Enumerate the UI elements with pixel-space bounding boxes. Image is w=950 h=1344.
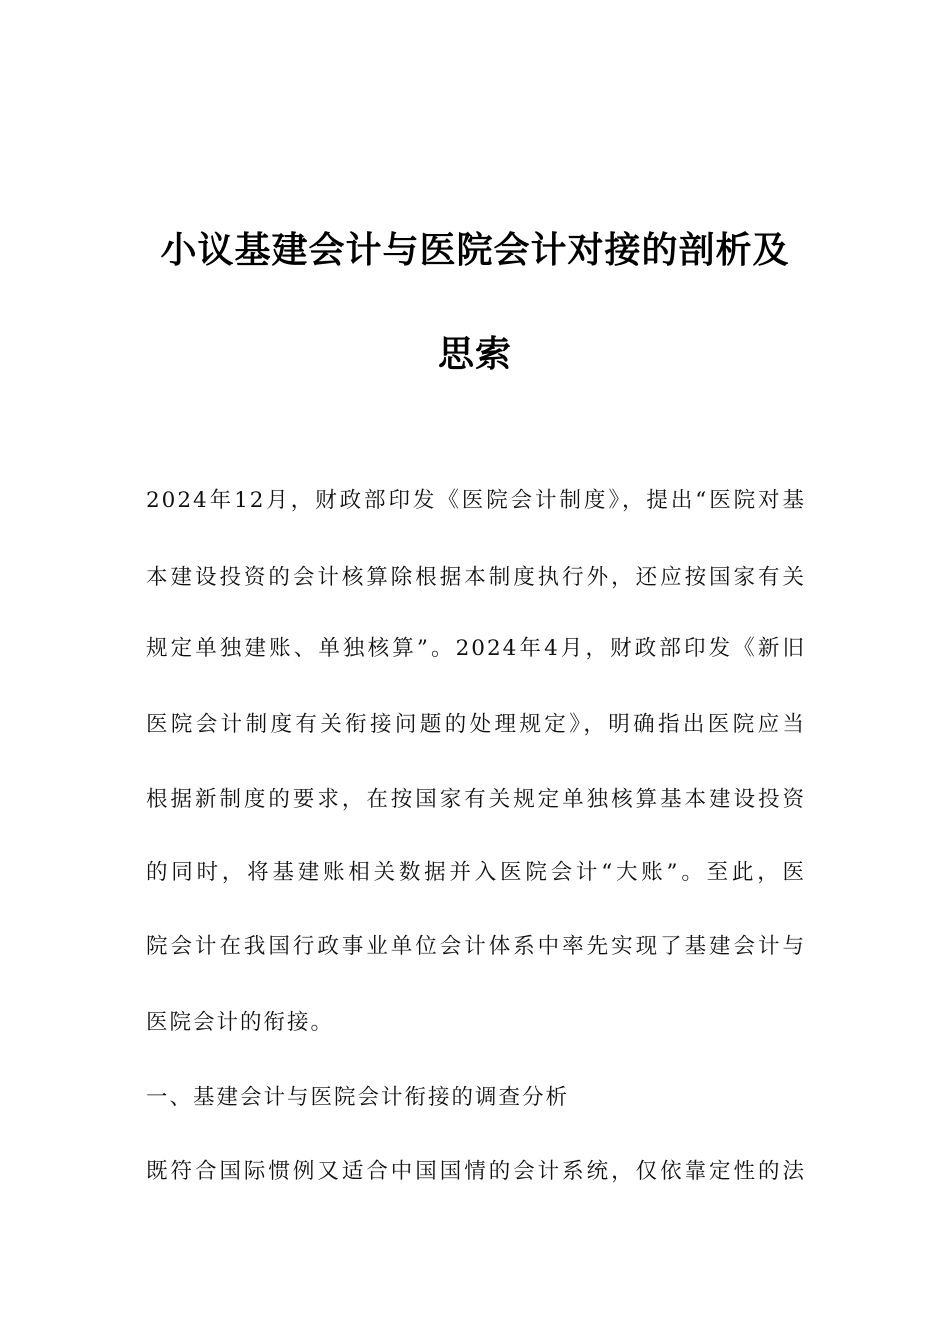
paragraph-line-7: 院会计在我国行政事业单位会计体系中率先实现了基建会计与: [146, 934, 806, 959]
document-title-line-2: 思索: [437, 334, 512, 375]
paragraph-line-6: 的同时，将基建账相关数据并入医院会计“大账”。至此，医: [146, 860, 806, 885]
paragraph-line-5: 根据新制度的要求，在按国家有关规定单独核算基本建设投资: [146, 787, 806, 812]
paragraph-line-4: 医院会计制度有关衔接问题的处理规定》，明确指出医院应当: [146, 712, 806, 737]
paragraph-line-3: 规定单独建账、单独核算”。2024年4月，财政部印发《新旧: [146, 636, 806, 661]
paragraph-line-2: 本建设投资的会计核算除根据本制度执行外，还应按国家有关: [146, 565, 806, 590]
paragraph-line-9: 既符合国际惯例又适合中国国情的会计系统，仅依靠定性的法: [146, 1159, 806, 1184]
document-title-line-1: 小议基建会计与医院会计对接的剖析及: [160, 230, 790, 271]
section-heading: 一、基建会计与医院会计衔接的调查分析: [146, 1085, 570, 1110]
paragraph-line-1: 2024年12月，财政部印发《医院会计制度》，提出“医院对基: [146, 488, 806, 513]
paragraph-line-8: 医院会计的衔接。: [146, 1010, 335, 1035]
